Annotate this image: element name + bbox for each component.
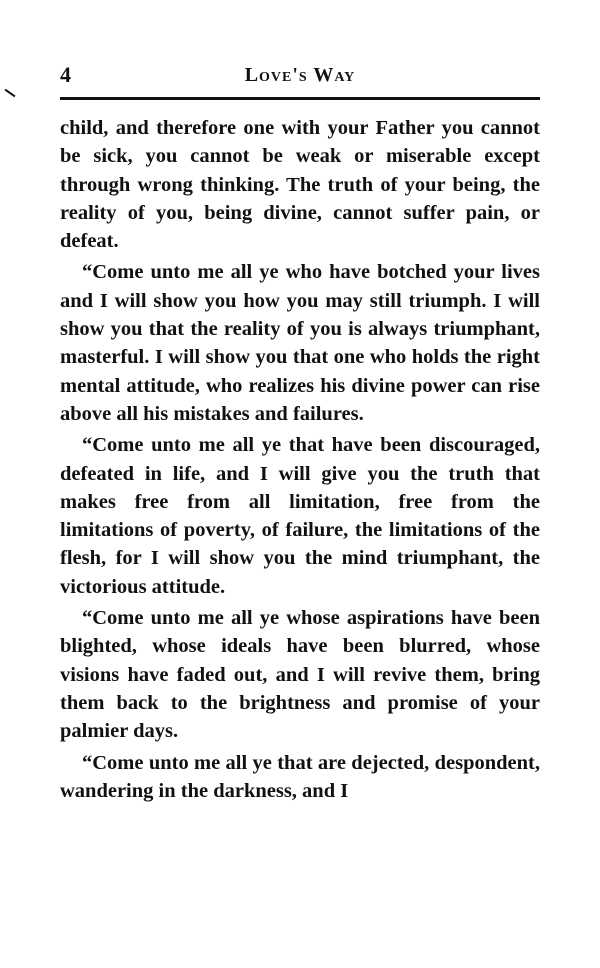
header-rule	[60, 97, 540, 100]
paragraph-4: “Come unto me all ye whose aspirations have been blighted, whose ideals have been blurred, whose visions have faded out, and I will revive them, bring them back to the brightness and promise of your palmier days.	[60, 607, 540, 743]
running-title: Love's Way	[244, 64, 356, 86]
page-header	[60, 62, 540, 92]
paragraph-2: “Come unto me all ye who have botched your lives and I will show you how you may still triumph. I will show you that the reality of you is always triumphant, masterful. I will show you that one who holds the right mental attitude, who realizes his divine power can rise above all his mistakes and failures.	[60, 261, 540, 425]
paragraph-3: “Come unto me all ye that have been discouraged, defeated in life, and I will give you the truth that makes free from all limitation, free from the limitations of poverty, of failure, the limitations of the flesh, for I will show you the mind triumphant, the victorious attitude.	[60, 434, 540, 598]
page-number: 4	[60, 62, 71, 87]
paragraph-5: “Come unto me all ye that are dejected, despondent, wandering in the darkness, and I	[60, 751, 540, 802]
paragraph-1: child, and therefore one with your Father you cannot be sick, you cannot be weak or miserable except through wrong thinking. The truth of your being, the reality of you, being divine, cannot suffer pain, or defeat.	[60, 117, 540, 253]
body-text	[60, 114, 540, 805]
margin-mark	[5, 89, 16, 98]
